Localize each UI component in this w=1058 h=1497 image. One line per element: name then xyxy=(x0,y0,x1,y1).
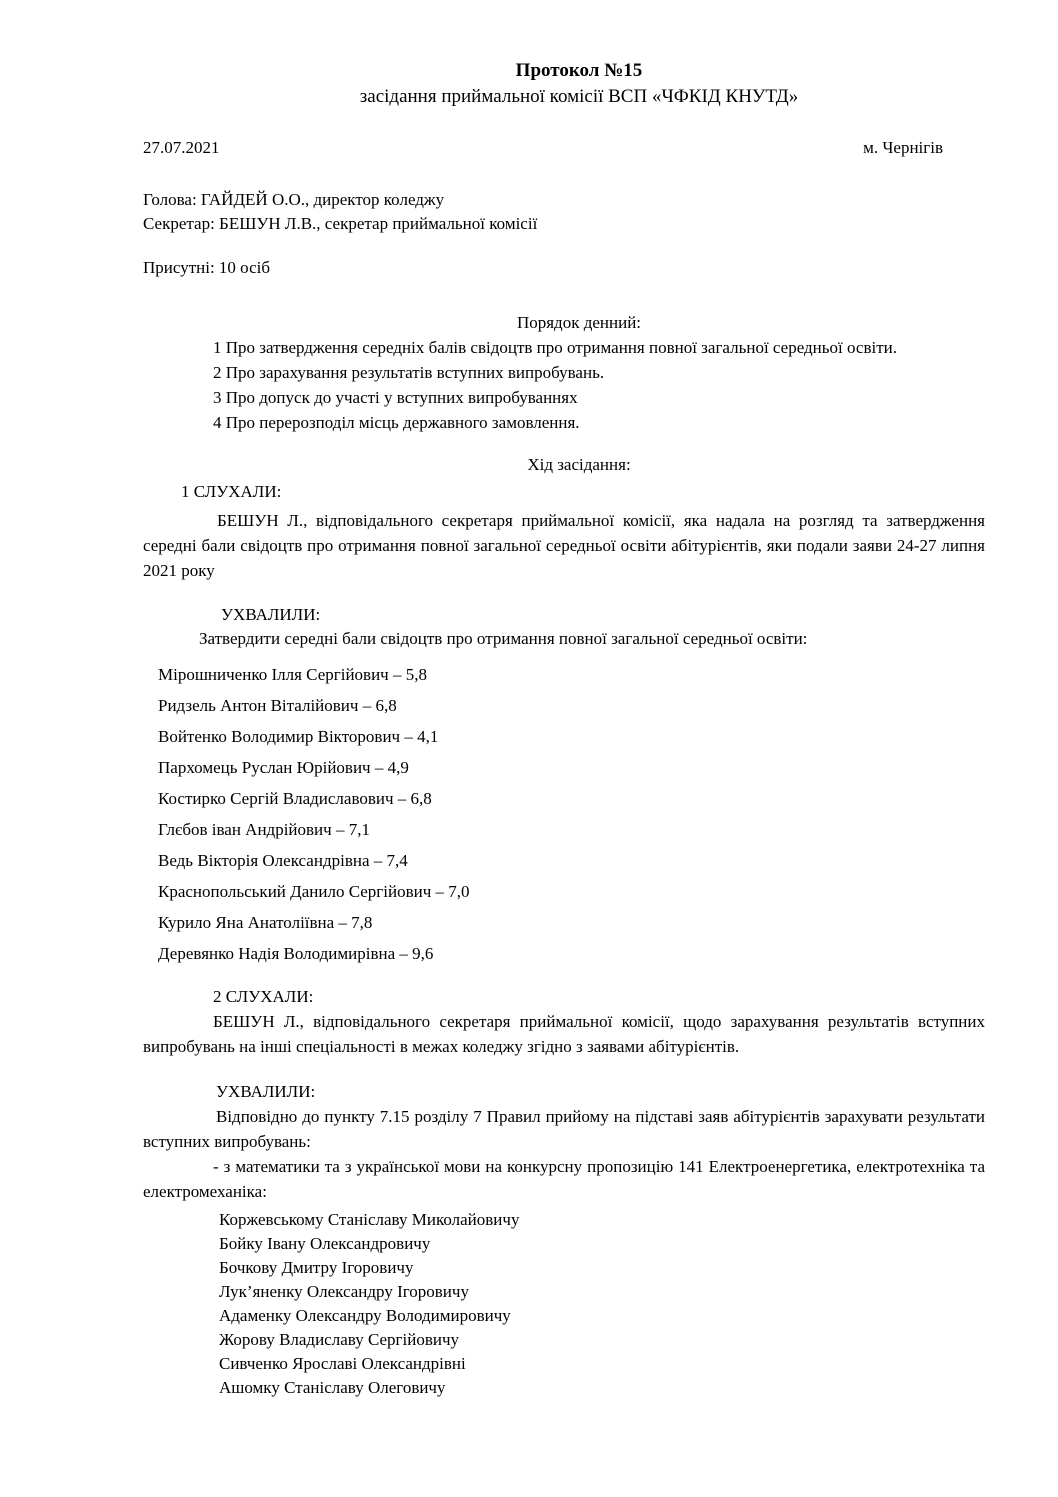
name-line: Бочкову Дмитру Ігоровичу xyxy=(219,1258,414,1277)
attendees-line: Присутні: 10 осіб xyxy=(143,258,271,277)
name-line: Лук’яненку Олександру Ігоровичу xyxy=(219,1282,469,1301)
name-line: Адаменку Олександру Володимировичу xyxy=(219,1306,511,1325)
section2-heard-label: 2 СЛУХАЛИ: xyxy=(213,987,314,1006)
grade-line: Пархомець Руслан Юрійович – 4,9 xyxy=(158,758,409,777)
grade-line: Краснопольський Данило Сергійович – 7,0 xyxy=(158,882,470,901)
grade-line: Деревянко Надія Володимирівна – 9,6 xyxy=(158,944,434,963)
chairman-line: Голова: ГАЙДЕЙ О.О., директор коледжу xyxy=(143,190,445,209)
section1-heard-label: 1 СЛУХАЛИ: xyxy=(181,482,282,501)
section2-resolved-text: Відповідно до пункту 7.15 розділу 7 Правил прийому на підставі заяв абітурієнтів зарахувати результати вступних випробувань: xyxy=(143,1107,985,1151)
agenda-item: 1 Про затвердження середніх балів свідоцтв про отримання повної загальної середньої освіти. xyxy=(213,338,898,357)
grade-line: Костирко Сергій Владиславович – 6,8 xyxy=(158,789,432,808)
name-line: Сивченко Ярославі Олександрівні xyxy=(219,1354,466,1373)
secretary-line: Секретар: БЕШУН Л.В., секретар приймальної комісії xyxy=(143,214,538,233)
section1-heard-text: БЕШУН Л., відповідального секретаря приймальної комісії, яка надала на розгляд та затвердження середні бали свідоцтв про отримання повної загальної середньої освіти абітурієнтів, яки подали заяви 24-27 липня 2021 року xyxy=(143,511,985,580)
names-list xyxy=(143,1208,985,1400)
grade-line: Глєбов іван Андрійович – 7,1 xyxy=(158,820,370,839)
agenda-list xyxy=(143,335,985,435)
agenda-heading: Порядок денний: xyxy=(516,313,642,332)
officials-block xyxy=(143,188,985,236)
name-line: Коржевському Станіславу Миколайовичу xyxy=(219,1210,520,1229)
protocol-date: 27.07.2021 xyxy=(143,138,220,157)
protocol-subtitle: засідання приймальної комісії ВСП «ЧФКІД КНУТД» xyxy=(359,86,799,107)
name-line: Бойку Івану Олександровичу xyxy=(219,1234,431,1253)
grade-line: Войтенко Володимир Вікторович – 4,1 xyxy=(158,727,439,746)
grade-line: Мірошниченко Ілля Сергійович – 5,8 xyxy=(158,665,427,684)
agenda-item: 4 Про перерозподіл місць державного замовлення. xyxy=(213,413,580,432)
section1-resolved-label: УХВАЛИЛИ: xyxy=(221,605,321,624)
section-2 xyxy=(143,985,985,1400)
agenda-item: 2 Про зарахування результатів вступних випробувань. xyxy=(213,363,605,382)
grade-line: Курило Яна Анатоліївна – 7,8 xyxy=(158,913,373,932)
admission-proposal-text: - з математики та з української мови на конкурсну пропозицію 141 Електроенергетика, електротехніка та електромеханіка: xyxy=(143,1157,985,1201)
protocol-title: Протокол №15 xyxy=(515,60,643,81)
grade-line: Ведь Вікторія Олександрівна – 7,4 xyxy=(158,851,408,870)
section2-resolved-label: УХВАЛИЛИ: xyxy=(216,1082,316,1101)
section1-resolved-intro: Затвердити середні бали свідоцтв про отримання повної загальної середньої освіти: xyxy=(199,629,808,648)
agenda-item: 3 Про допуск до участі у вступних випробуваннях xyxy=(213,388,578,407)
protocol-place: м. Чернігів xyxy=(863,138,943,157)
grade-line: Ридзель Антон Віталійович – 6,8 xyxy=(158,696,397,715)
name-line: Ашомку Станіславу Олеговичу xyxy=(219,1378,446,1397)
proceedings-heading: Хід засідання: xyxy=(527,455,631,474)
section-1 xyxy=(143,480,985,969)
grades-list xyxy=(143,659,985,969)
date-place-row xyxy=(143,136,985,160)
name-line: Жорову Владиславу Сергійовичу xyxy=(219,1330,460,1349)
section2-heard-text: БЕШУН Л., відповідального секретаря приймальної комісії, щодо зарахування результатів вступних випробувань на інші спеціальності в межах коледжу згідно з заявами абітурієнтів. xyxy=(143,1012,985,1056)
